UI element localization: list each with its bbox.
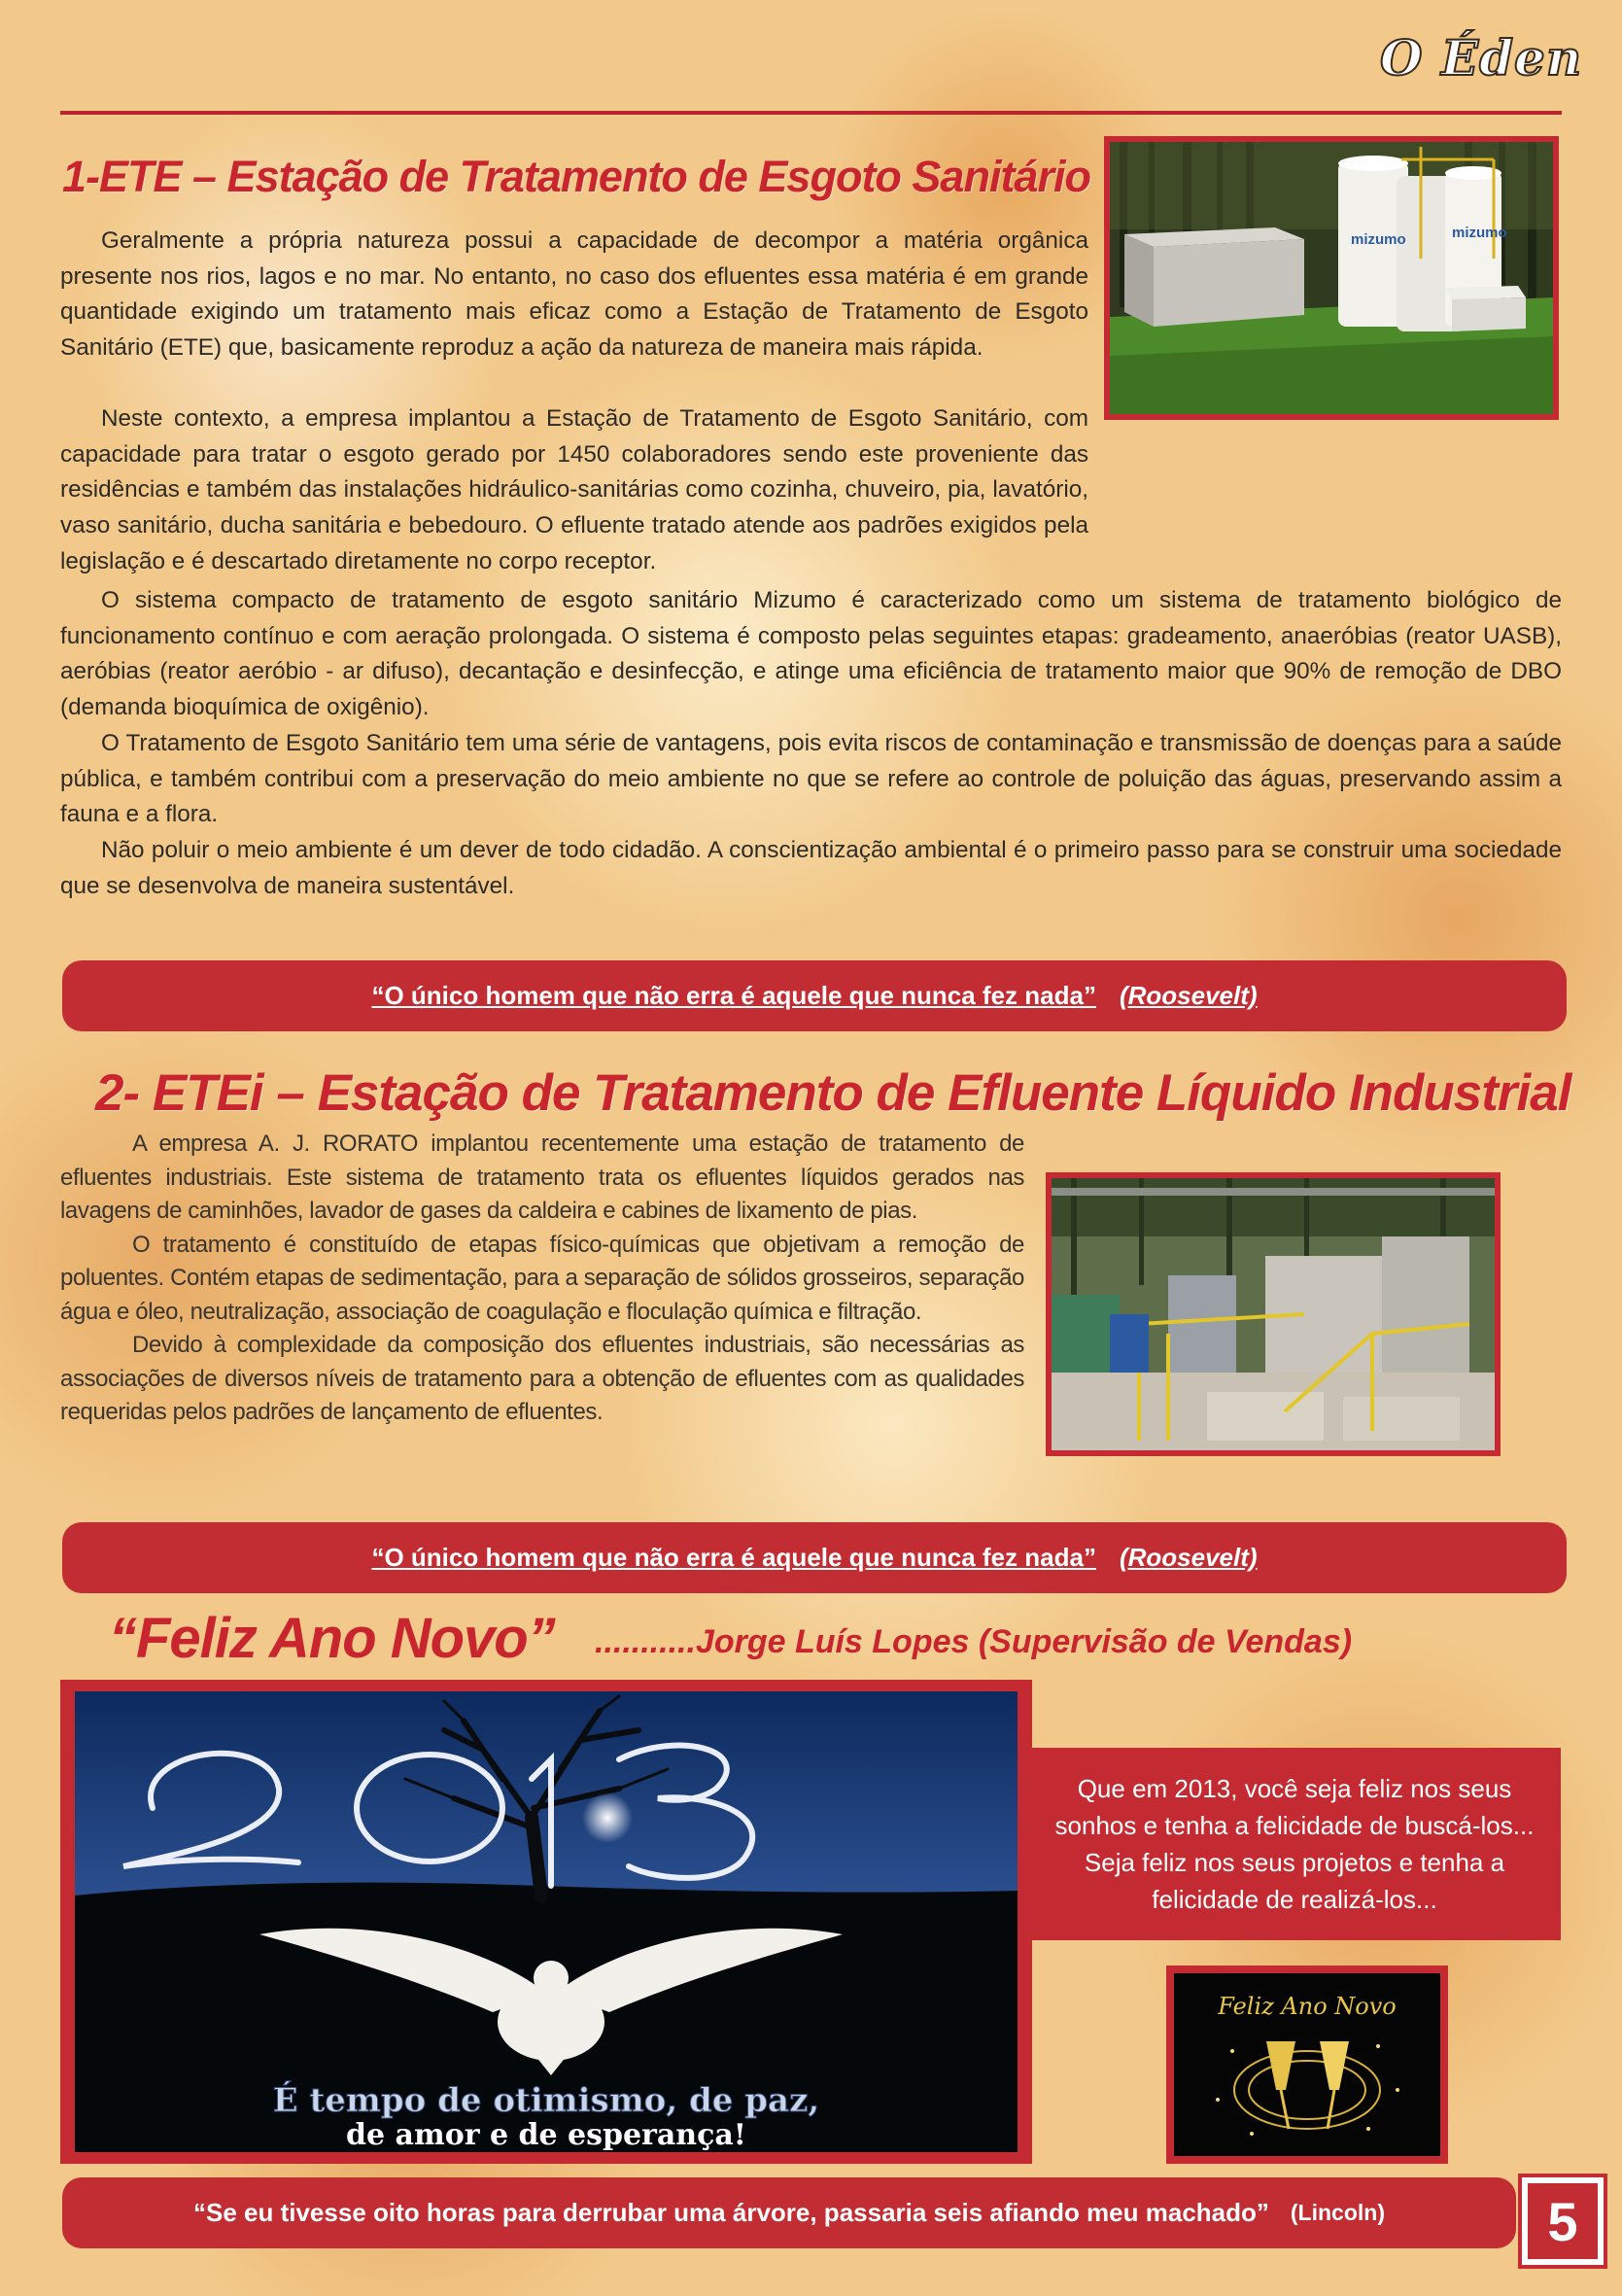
image-caption-line1: É tempo de otimismo, de paz,: [272, 2081, 820, 2120]
card-title: Feliz Ano Novo: [1218, 1993, 1397, 2020]
article2-photo: [1046, 1172, 1501, 1456]
quote-text: “O único homem que não erra é aquele que nunca fez nada”: [371, 981, 1096, 1010]
article1-paragraph: O sistema compacto de tratamento de esgoto sanitário Mizumo é caracterizado como um sistema de tratamento biológico de funcionamento contínuo e com aeração prolongada. O sistema é composto pelas seguintes etapas: gradeamento, anaeróbias (reator UASB), aeróbias (reator aeróbio - ar difuso), decantação e desinfecção, e atinge uma eficiência de tratamento maior que 90% de remoção de DBO (demanda bioquímica de oxigênio).: [60, 587, 1562, 721]
quote-text: “O único homem que não erra é aquele que nunca fez nada”: [371, 1543, 1096, 1572]
footer-quote-text: “Se eu tivesse oito horas para derrubar uma árvore, passaria seis afiando meu machado”: [193, 2198, 1269, 2227]
article2-paragraph: Devido à complexidade da composição dos efluentes industriais, são necessárias as associações de diversos níveis de tratamento para a obtenção de efluentes com as qualidades requeridas pelos padrões de lançamento de efluentes.: [60, 1332, 1024, 1425]
newyear-message: Que em 2013, você seja feliz nos seus sonhos e tenha a felicidade de buscá-los... Seja feliz nos seus projetos e tenha a felicidade de realizá-los...: [1054, 1774, 1535, 1914]
article1-photo: [1104, 136, 1559, 420]
quote-banner: [62, 960, 1567, 1031]
article1-paragraph: Não poluir o meio ambiente é um dever de todo cidadão. A conscientização ambiental é o primeiro passo para se construir uma sociedade que se desenvolva de maneira sustentável.: [60, 836, 1562, 899]
article1-body-bottom: [60, 401, 1562, 580]
article2-paragraph: O tratamento é constituído de etapas físico-químicas que objetivam a remoção de poluentes. Contém etapas de sedimentação, para a separação de sólidos grosseiros, separação água e óleo, neutralização, associação de coagulação e floculação química e filtração.: [60, 1231, 1024, 1325]
etei-plant-illustration: [1052, 1178, 1495, 1450]
article2-paragraph: A empresa A. J. RORATO implantou recentemente uma estação de tratamento de efluentes industriais. Este sistema de tratamento trata os efluentes líquidos gerados nas lavagens de caminhões, lavador de gases da caldeira e cabines de lixamento de pias.: [60, 1131, 1024, 1224]
quote-author: (Roosevelt): [1119, 1543, 1258, 1572]
newyear-card-frame: [1166, 1966, 1448, 2164]
footer-quote-author: (Lincoln): [1290, 2200, 1385, 2225]
quote-banner: [62, 1522, 1567, 1593]
article1-paragraph: Geralmente a própria natureza possui a capacidade de decompor a matéria orgânica presente nos rios, lagos e no mar. No entanto, no caso dos efluentes essa matéria é em grande quantidade exigindo um tratamento mais eficaz como a Estação de Tratamento de Esgoto Sanitário (ETE) que, basicamente reproduz a ação da natureza de maneira mais rápida.: [60, 227, 1088, 362]
image-caption-line2: de amor e de esperança!: [346, 2118, 746, 2152]
newyear-message-box: [1028, 1748, 1561, 1940]
article1-paragraph: Neste contexto, a empresa implantou a Estação de Tratamento de Esgoto Sanitário, com capacidade para tratar o esgoto gerado por 1450 colaboradores sendo este proveniente das residências e também das instalações hidráulico-sanitárias como cozinha, chuveiro, pia, lavatório, vaso sanitário, ducha sanitária e bebedouro. O efluente tratado atende aos padrões exigidos pela legislação e é descartado diretamente no corpo receptor.: [60, 405, 1088, 574]
quote-author: (Roosevelt): [1119, 981, 1258, 1010]
article1-body-full: [60, 583, 1562, 904]
article1-paragraph: O Tratamento de Esgoto Sanitário tem uma série de vantagens, pois evita riscos de contaminação e transmissão de doenças para a saúde pública, e também contribui com a preservação do meio ambiente no que se refere ao controle de poluição das águas, preservando assim a fauna e a flora.: [60, 729, 1562, 828]
page-number: 5: [1522, 2177, 1604, 2265]
ete-tanks-illustration: [1110, 142, 1553, 414]
article1-body-top: [60, 224, 1088, 366]
newyear-title: “Feliz Ano Novo”: [109, 1607, 555, 1670]
newyear-image-frame: [60, 1680, 1032, 2164]
newyear-2013-illustration: [75, 1691, 1018, 2152]
champagne-card-illustration: [1174, 1973, 1440, 2156]
article2-body: [60, 1128, 1024, 1430]
tank-label: mizumo: [1351, 231, 1406, 248]
article2-title: 2- ETEi – Estação de Tratamento de Efluente Líquido Industrial: [95, 1064, 1571, 1122]
brand-logo: O Éden: [1380, 29, 1583, 87]
footer-quote-banner: [62, 2177, 1516, 2248]
header-divider: [60, 111, 1562, 115]
tank-label: mizumo: [1452, 225, 1507, 241]
article1-title: 1-ETE – Estação de Tratamento de Esgoto Sanitário: [62, 152, 1090, 201]
newyear-credit: ...........Jorge Luís Lopes (Supervisão de Vendas): [595, 1623, 1353, 1660]
